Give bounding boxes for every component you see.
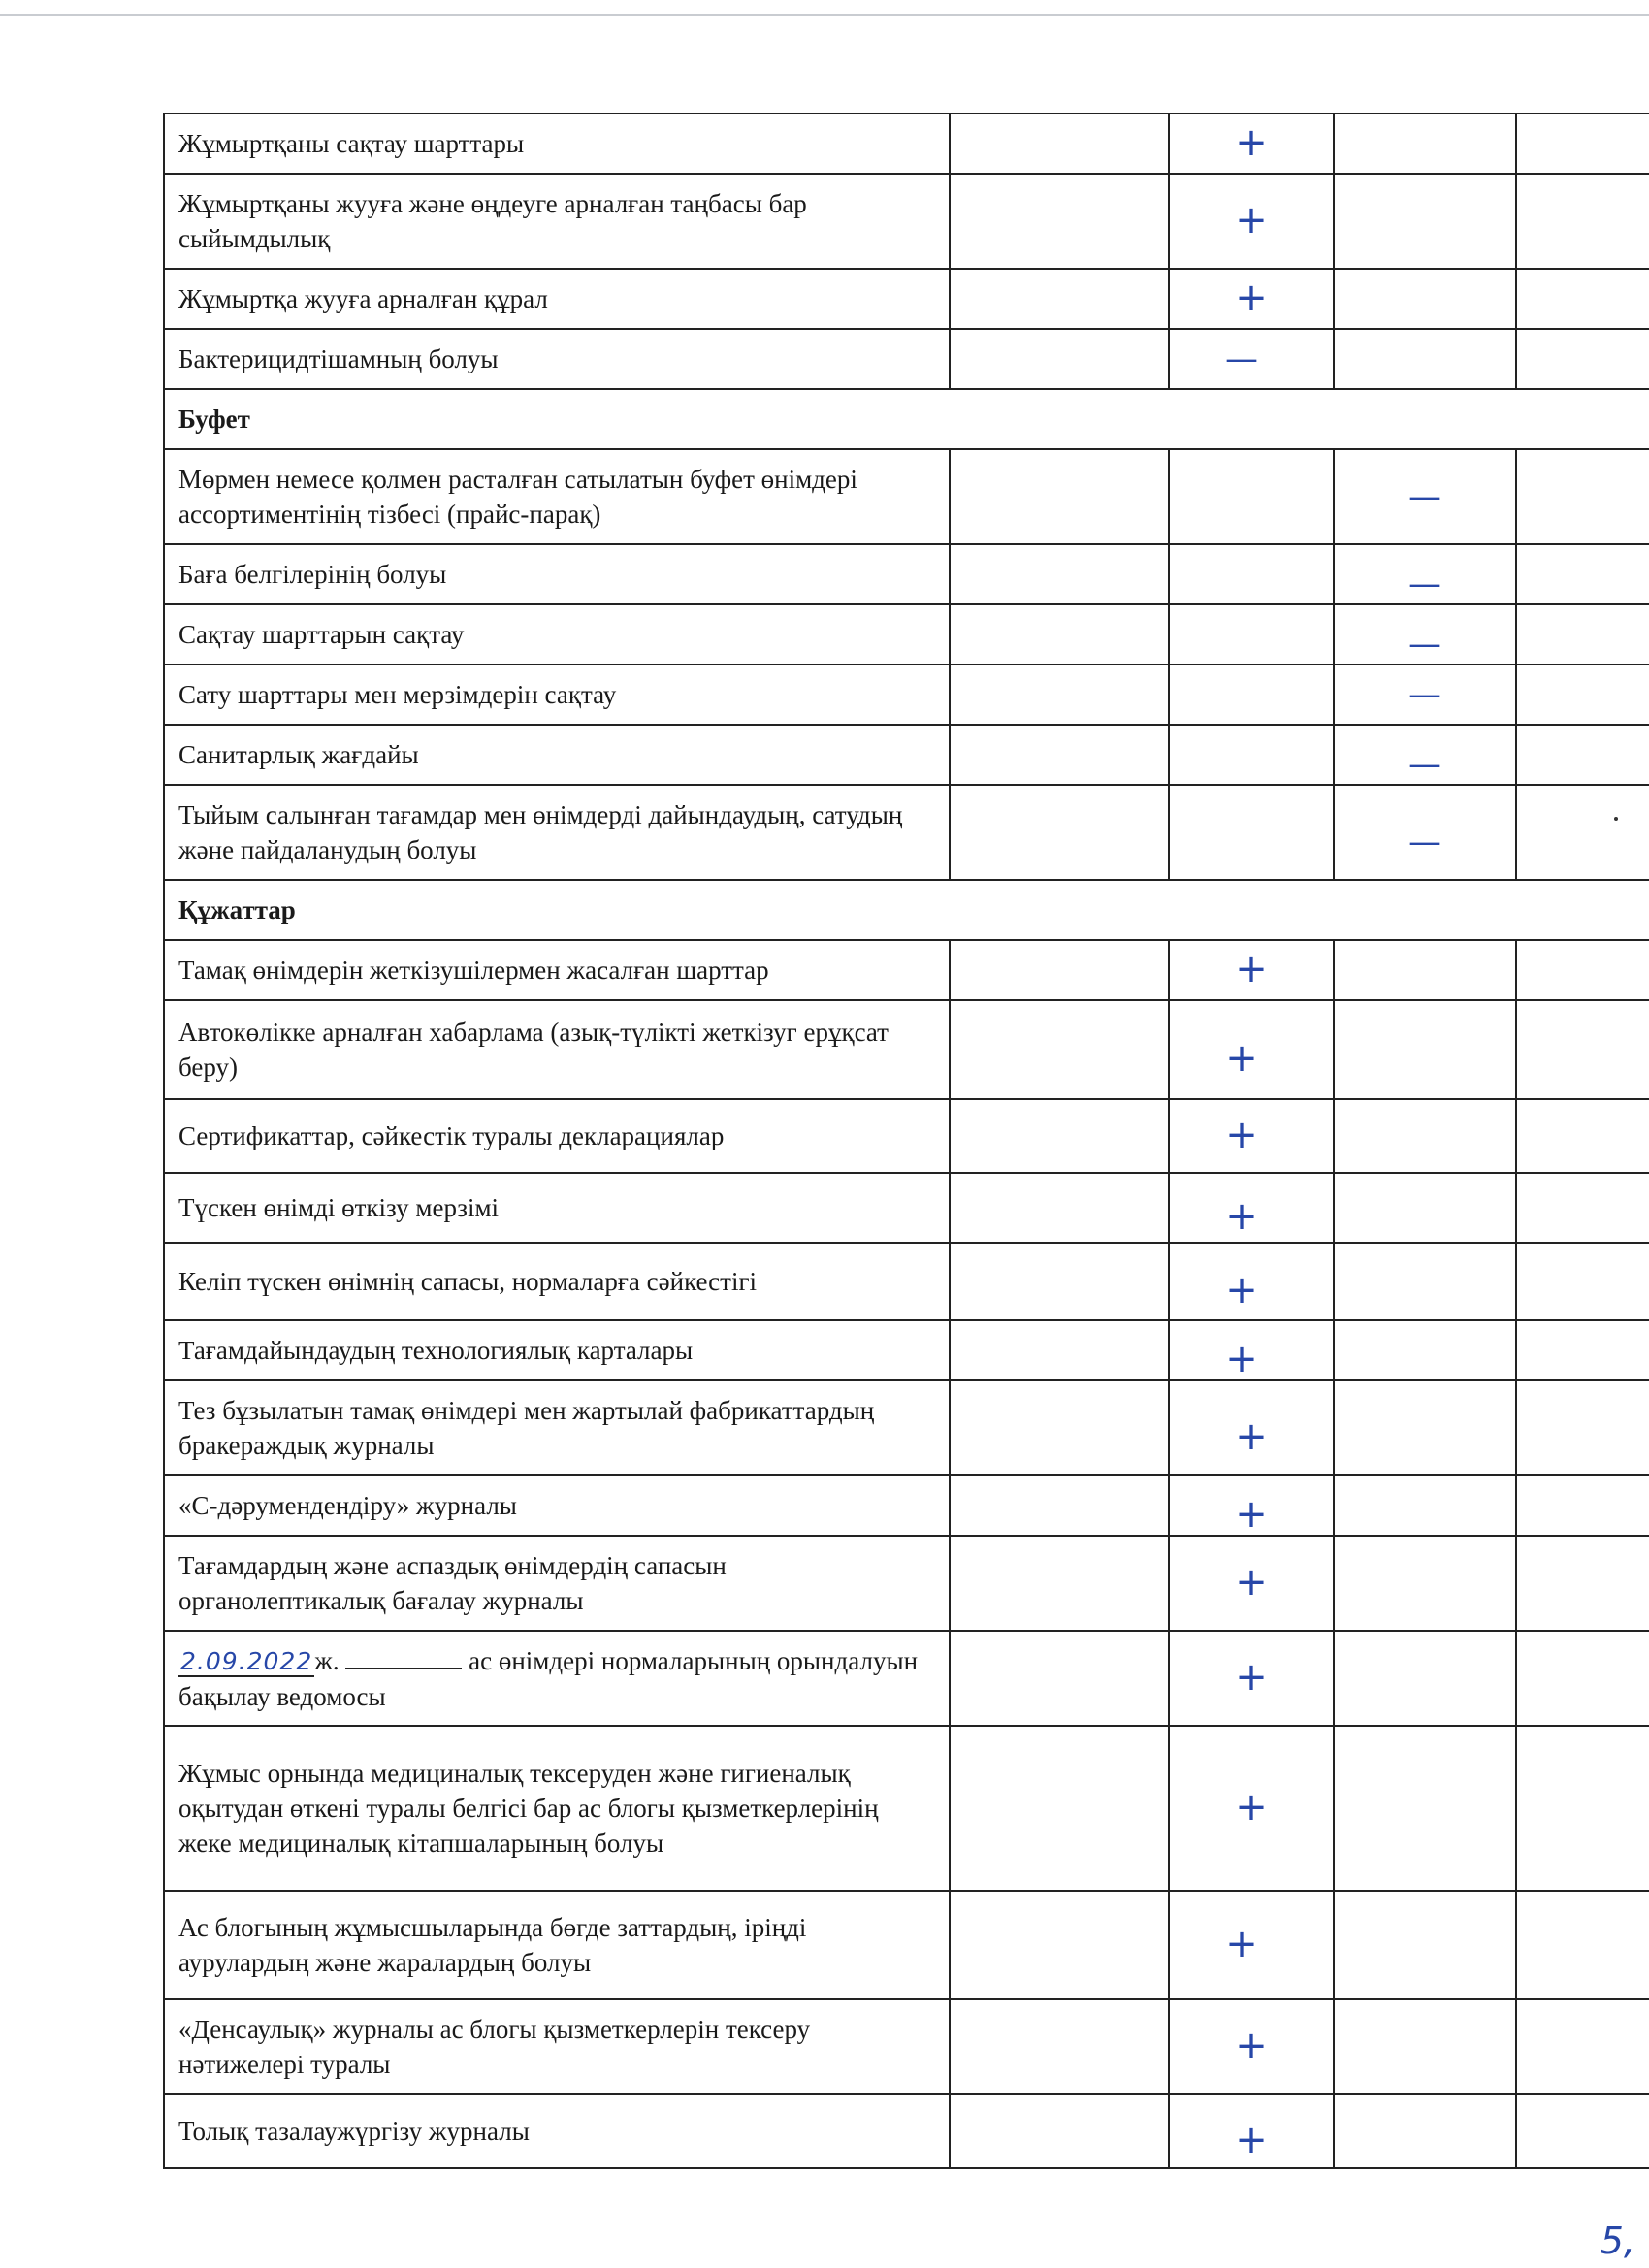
- mark-cell: [950, 1475, 1169, 1536]
- mark-cell: [1334, 664, 1516, 725]
- mark-cell: [950, 1891, 1169, 1999]
- mark-cell: [950, 604, 1169, 664]
- handwritten-plus-mark: +: [1225, 1922, 1258, 1966]
- mark-cell: [1516, 2094, 1649, 2168]
- mark-cell: [950, 1380, 1169, 1475]
- mark-cell: [1169, 269, 1334, 329]
- mark-cell: [1516, 940, 1649, 1000]
- mark-cell: [1516, 785, 1649, 880]
- mark-cell: [1516, 1380, 1649, 1475]
- mark-cell: [1516, 1243, 1649, 1320]
- row-label: Автокөлікке арналған хабарлама (азық-түлікті жеткізуг ерұқсат беру): [164, 1000, 950, 1099]
- mark-cell: [1169, 1099, 1334, 1173]
- mark-cell: [950, 1726, 1169, 1891]
- mark-cell: [950, 1173, 1169, 1243]
- section-heading: Құжаттар: [164, 880, 1649, 940]
- mark-cell: [950, 329, 1169, 389]
- mark-cell: [1334, 940, 1516, 1000]
- mark-cell: [1516, 449, 1649, 544]
- mark-cell: [1169, 1999, 1334, 2094]
- mark-cell: [1334, 1243, 1516, 1320]
- mark-cell: [1169, 940, 1334, 1000]
- row-label: Жұмыртқа жууға арналған құрал: [164, 269, 950, 329]
- row-label: Тыйым салынған тағамдар мен өнімдерді дайындаудың, сатудың және пайдаланудың болуы: [164, 785, 950, 880]
- date-suffix: ж.: [314, 1645, 340, 1675]
- mark-cell: [1334, 1099, 1516, 1173]
- mark-cell: [1169, 1320, 1334, 1380]
- scan-speck: [1614, 817, 1618, 821]
- table-row: [164, 1380, 1649, 1475]
- table-row: [164, 1475, 1649, 1536]
- mark-cell: [1516, 113, 1649, 174]
- mark-cell: [1169, 1536, 1334, 1631]
- table-row: [164, 1099, 1649, 1173]
- row-label: Түскен өнімді өткізу мерзімі: [164, 1173, 950, 1243]
- mark-cell: [1169, 785, 1334, 880]
- mark-cell: [1169, 1891, 1334, 1999]
- mark-cell: [950, 1243, 1169, 1320]
- mark-cell: [1516, 1000, 1649, 1099]
- handwritten-dash-mark: —: [1408, 477, 1441, 516]
- mark-cell: [1334, 269, 1516, 329]
- mark-cell: [1516, 269, 1649, 329]
- handwritten-dash-mark: —: [1225, 340, 1258, 378]
- handwritten-plus-mark: +: [1235, 1414, 1268, 1459]
- mark-cell: [1516, 1320, 1649, 1380]
- handwritten-plus-mark: +: [1235, 947, 1268, 991]
- handwritten-plus-mark: +: [1235, 198, 1268, 243]
- row-label: Тағамдардың және аспаздық өнімдердің сапасын органолептикалық бағалау журналы: [164, 1536, 950, 1631]
- blank-line: [345, 1644, 462, 1669]
- mark-cell: [1334, 174, 1516, 269]
- row-label: Жұмыртқаны жууға және өңдеуге арналған таңбасы бар сыйымдылық: [164, 174, 950, 269]
- row-label: Сақтау шарттарын сақтау: [164, 604, 950, 664]
- mark-cell: [1334, 1320, 1516, 1380]
- row-label: Жұмыртқаны сақтау шарттары: [164, 113, 950, 174]
- mark-cell: [1516, 1999, 1649, 2094]
- row-label: Баға белгілерінің болуы: [164, 544, 950, 604]
- row-label: [164, 1631, 950, 1726]
- row-label: Бактерицидтішамның болуы: [164, 329, 950, 389]
- handwritten-plus-mark: +: [1235, 2118, 1268, 2162]
- handwritten-plus-mark: +: [1225, 1113, 1258, 1157]
- table-row: [164, 1536, 1649, 1631]
- handwritten-plus-mark: +: [1225, 1268, 1258, 1312]
- mark-cell: [950, 1000, 1169, 1099]
- row-label: Жұмыс орнында медициналық тексеруден және гигиеналық оқытудан өткені туралы белгісі бар ас блогы қызметкерлерінің жеке медициналық кітапшаларының болуы: [164, 1726, 950, 1891]
- scan-edge-line: [0, 14, 1649, 16]
- handwritten-plus-mark: +: [1225, 1194, 1258, 1239]
- row-label: Ас блогының жұмысшыларында бөгде заттардың, іріңді аурулардың және жаралардың болуы: [164, 1891, 950, 1999]
- mark-cell: [1334, 1000, 1516, 1099]
- mark-cell: [1516, 1173, 1649, 1243]
- mark-cell: [1169, 544, 1334, 604]
- mark-cell: [1334, 1380, 1516, 1475]
- mark-cell: [1334, 604, 1516, 664]
- mark-cell: [1516, 1891, 1649, 1999]
- mark-cell: [1516, 1726, 1649, 1891]
- mark-cell: [950, 1631, 1169, 1726]
- row-label-tail: ас өнімдері нормаларының орындалуын бақылау ведомосы: [178, 1645, 919, 1711]
- mark-cell: [1334, 2094, 1516, 2168]
- mark-cell: [1516, 664, 1649, 725]
- mark-cell: [1169, 725, 1334, 785]
- mark-cell: [1169, 1173, 1334, 1243]
- row-label: Сертификаттар, сәйкестік туралы декларациялар: [164, 1099, 950, 1173]
- table-row: [164, 1631, 1649, 1726]
- mark-cell: [1516, 174, 1649, 269]
- row-label: Тез бұзылатын тамақ өнімдері мен жартылай фабрикаттардың бракераждық журналы: [164, 1380, 950, 1475]
- mark-cell: [1334, 1726, 1516, 1891]
- mark-cell: [950, 269, 1169, 329]
- handwritten-plus-mark: +: [1225, 1036, 1258, 1081]
- handwritten-page-number: 5,: [1600, 2219, 1635, 2262]
- row-label: Мөрмен немесе қолмен расталған сатылатын буфет өнімдері ассортиментінің тізбесі (прайс-парақ): [164, 449, 950, 544]
- mark-cell: [1169, 449, 1334, 544]
- table-row: [164, 1243, 1649, 1320]
- section-heading: Буфет: [164, 389, 1649, 449]
- mark-cell: [1516, 1099, 1649, 1173]
- mark-cell: [950, 1999, 1169, 2094]
- mark-cell: [1334, 1631, 1516, 1726]
- table-row: [164, 1726, 1649, 1891]
- table-row: [164, 604, 1649, 664]
- table-row: [164, 664, 1649, 725]
- table-row: [164, 1891, 1649, 1999]
- handwritten-plus-mark: +: [1235, 2024, 1268, 2068]
- row-label: «Денсаулық» журналы ас блогы қызметкерлерін тексеру нәтижелері туралы: [164, 1999, 950, 2094]
- row-label: Сату шарттары мен мерзімдерін сақтау: [164, 664, 950, 725]
- handwritten-dash-mark: —: [1408, 675, 1441, 714]
- mark-cell: [950, 1536, 1169, 1631]
- table-row: [164, 269, 1649, 329]
- section-row-buffet: [164, 389, 1649, 449]
- mark-cell: [950, 785, 1169, 880]
- mark-cell: [950, 940, 1169, 1000]
- row-label: «С-дәрумендендіру» журналы: [164, 1475, 950, 1536]
- table-row: [164, 725, 1649, 785]
- table-row: [164, 1000, 1649, 1099]
- mark-cell: [1169, 1243, 1334, 1320]
- handwritten-plus-mark: +: [1235, 1492, 1268, 1537]
- mark-cell: [1516, 1475, 1649, 1536]
- table-row: [164, 329, 1649, 389]
- table-row: [164, 174, 1649, 269]
- mark-cell: [1169, 1000, 1334, 1099]
- handwritten-dash-mark: —: [1408, 625, 1441, 664]
- table-row: [164, 449, 1649, 544]
- mark-cell: [950, 1099, 1169, 1173]
- handwritten-date: 2.09.2022: [180, 1646, 313, 1675]
- row-label: Тамақ өнімдерін жеткізушілермен жасалған шарттар: [164, 940, 950, 1000]
- table-row: [164, 940, 1649, 1000]
- handwritten-plus-mark: +: [1235, 1655, 1268, 1700]
- mark-cell: [1334, 329, 1516, 389]
- mark-cell: [1516, 544, 1649, 604]
- mark-cell: [1169, 2094, 1334, 2168]
- mark-cell: [950, 2094, 1169, 2168]
- table-row: [164, 1173, 1649, 1243]
- mark-cell: [1334, 113, 1516, 174]
- table-row: [164, 1999, 1649, 2094]
- mark-cell: [1169, 1475, 1334, 1536]
- mark-cell: [1169, 329, 1334, 389]
- mark-cell: [1334, 544, 1516, 604]
- table-row: [164, 113, 1649, 174]
- mark-cell: [1169, 113, 1334, 174]
- row-label: Тағамдайындаудың технологиялық карталары: [164, 1320, 950, 1380]
- handwritten-dash-mark: —: [1408, 565, 1441, 603]
- mark-cell: [1334, 1891, 1516, 1999]
- table-row: [164, 1320, 1649, 1380]
- mark-cell: [1169, 174, 1334, 269]
- mark-cell: [950, 449, 1169, 544]
- mark-cell: [1334, 1536, 1516, 1631]
- handwritten-dash-mark: —: [1408, 823, 1441, 861]
- mark-cell: [1334, 1173, 1516, 1243]
- handwritten-plus-mark: +: [1235, 275, 1268, 320]
- handwritten-plus-mark: +: [1235, 1560, 1268, 1604]
- handwritten-plus-mark: +: [1235, 120, 1268, 165]
- mark-cell: [950, 725, 1169, 785]
- handwritten-plus-mark: +: [1235, 1785, 1268, 1830]
- mark-cell: [950, 544, 1169, 604]
- mark-cell: [1334, 1475, 1516, 1536]
- mark-cell: [950, 1320, 1169, 1380]
- mark-cell: [1516, 604, 1649, 664]
- table-row: [164, 544, 1649, 604]
- table-row: [164, 785, 1649, 880]
- mark-cell: [1169, 604, 1334, 664]
- mark-cell: [1334, 785, 1516, 880]
- mark-cell: [1516, 1631, 1649, 1726]
- mark-cell: [950, 174, 1169, 269]
- row-label: Санитарлық жағдайы: [164, 725, 950, 785]
- mark-cell: [1334, 1999, 1516, 2094]
- mark-cell: [1516, 329, 1649, 389]
- row-label: Толық тазалаужүргізу журналы: [164, 2094, 950, 2168]
- handwritten-plus-mark: +: [1225, 1337, 1258, 1381]
- mark-cell: [1516, 725, 1649, 785]
- mark-cell: [1169, 1380, 1334, 1475]
- row-label: Келіп түскен өнімнің сапасы, нормаларға сәйкестігі: [164, 1243, 950, 1320]
- mark-cell: [1169, 664, 1334, 725]
- mark-cell: [1169, 1631, 1334, 1726]
- table-row: [164, 2094, 1649, 2168]
- mark-cell: [1516, 1536, 1649, 1631]
- section-row-documents: [164, 880, 1649, 940]
- mark-cell: [950, 113, 1169, 174]
- mark-cell: [1334, 449, 1516, 544]
- checklist-table: [163, 113, 1649, 2169]
- handwritten-dash-mark: —: [1408, 745, 1441, 784]
- mark-cell: [1169, 1726, 1334, 1891]
- mark-cell: [1334, 725, 1516, 785]
- mark-cell: [950, 664, 1169, 725]
